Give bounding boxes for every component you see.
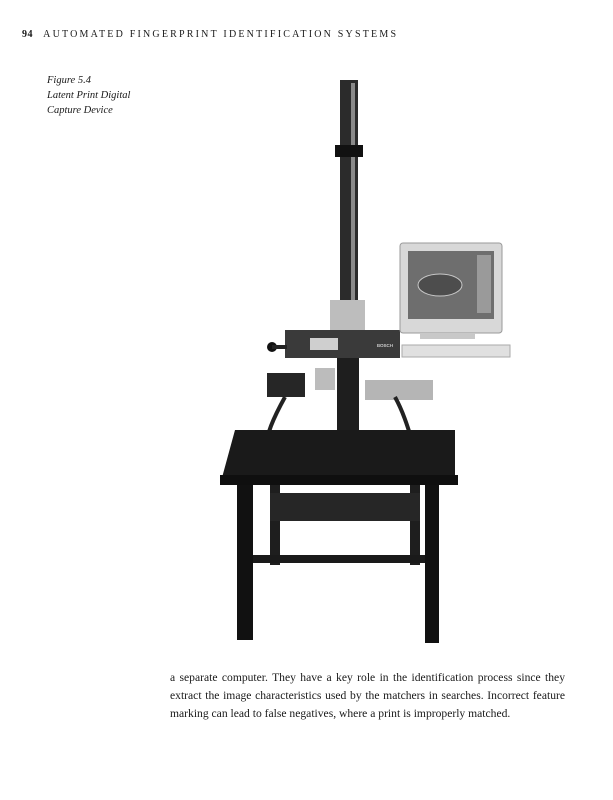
body-paragraph: a separate computer. They have a key role in the identification process since they extract the image characteristics used by the matchers in searches. Incorrect feature marking can lead to false negatives, where a print is improperly matched. xyxy=(170,671,565,720)
page-number: 94 xyxy=(22,29,33,40)
table-leg xyxy=(425,485,439,643)
light-box xyxy=(365,380,433,400)
control-box xyxy=(267,373,305,397)
central-post xyxy=(337,358,359,438)
running-head xyxy=(22,29,398,40)
camera-head xyxy=(330,300,365,330)
keyboard xyxy=(402,345,510,357)
table-shelf xyxy=(270,493,420,521)
figure-photo xyxy=(215,75,515,645)
running-title: AUTOMATED FINGERPRINT IDENTIFICATION SYSTEMS xyxy=(43,29,399,40)
vertical-column xyxy=(340,80,358,325)
figure-label: Figure 5.4 xyxy=(47,75,91,86)
table-leg xyxy=(237,485,253,640)
figure-caption xyxy=(47,73,130,118)
device-logo: BOSCH xyxy=(377,343,394,348)
body-text xyxy=(170,669,565,723)
caption-line-1: Latent Print Digital xyxy=(47,90,131,101)
capture-device-illustration xyxy=(215,75,515,645)
caption-line-2: Capture Device xyxy=(47,105,113,116)
